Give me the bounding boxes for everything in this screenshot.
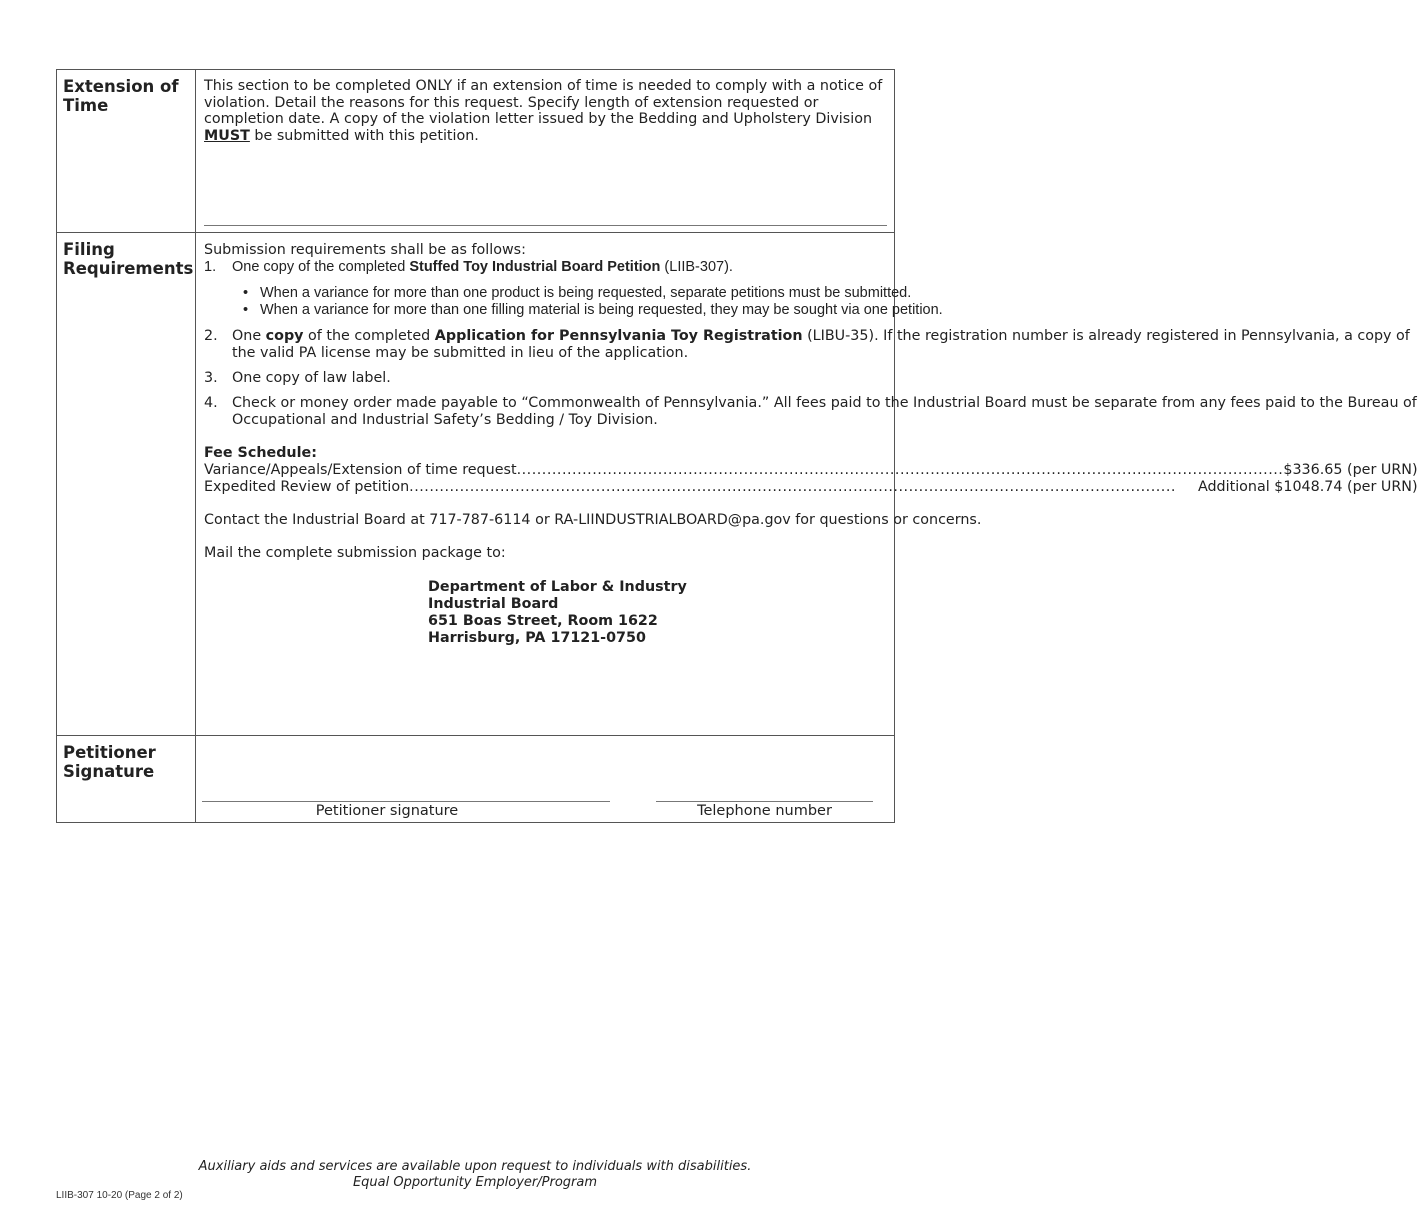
telephone-caption: Telephone number — [697, 803, 832, 819]
petitioner-signature-content — [196, 736, 894, 822]
contact-info: Contact the Industrial Board at 717-787-6114 or RA-LIINDUSTRIALBOARD@pa.gov for questions or concerns. — [204, 512, 982, 528]
signature-input-line[interactable] — [202, 801, 610, 802]
footer-line: Equal Opportunity Employer/Program — [352, 1175, 598, 1190]
bullet-item: • When a variance for more than one filling material is being requested, they may be sought via one petition. — [241, 302, 1418, 319]
mailing-address — [428, 579, 1418, 647]
requirement-item-2: 2. One copy of the completed Application for Pennsylvania Toy Registration (LIBU-35). If the registration number is already registered in Pennsylvania, a copy of the valid PA license may be submitted in lieu of the application. — [204, 328, 1410, 361]
form-id: LIIB-307 10-20 (Page 2 of 2) — [56, 1190, 183, 1201]
requirement-1-bullets — [241, 285, 1418, 319]
footer-line: Auxiliary aids and services are available upon request to individuals with disabilities. — [198, 1159, 752, 1174]
petitioner-signature-label: Petitioner Signature — [57, 736, 196, 822]
fee-line: Variance/Appeals/Extension of time request ..... $336.65 (per URN) — [204, 462, 1418, 479]
requirement-item-1: 1. One copy of the completed Stuffed Toy Industrial Board Petition (LIIB-307). — [204, 259, 733, 275]
filing-requirements-content — [196, 233, 1425, 735]
signature-caption: Petitioner signature — [315, 803, 459, 819]
requirement-item-3: 3. One copy of law label. — [204, 370, 391, 386]
petitioner-signature-row — [57, 736, 894, 822]
address-line: Harrisburg, PA 17121-0750 — [428, 630, 646, 646]
address-line: 651 Boas Street, Room 1622 — [428, 613, 658, 629]
mail-instruction: Mail the complete submission package to: — [204, 545, 506, 561]
filing-requirements-row — [57, 233, 1418, 736]
telephone-input-line[interactable] — [656, 801, 873, 802]
extension-instructions: This section to be completed ONLY if an extension of time is needed to comply with a notice of violation. Detail the reasons for this request. Specify length of extension requested or completion date. A copy of the violation letter issued by the Bedding and Upholstery Division MUST be submitted with this petition. — [204, 78, 883, 144]
extension-of-time-row — [57, 70, 894, 233]
address-line: Industrial Board — [428, 596, 559, 612]
petition-form-table — [56, 69, 1418, 823]
fee-line: Expedited Review of petition ..... Additional $1048.74 (per URN) — [204, 479, 1418, 496]
fee-schedule-title: Fee Schedule: — [204, 445, 317, 461]
extension-reason-input-line[interactable] — [204, 225, 887, 226]
bullet-item: • When a variance for more than one product is being requested, separate petitions must be submitted. — [241, 285, 1418, 302]
filing-intro: Submission requirements shall be as follows: — [204, 242, 526, 258]
must-emphasis: MUST — [204, 127, 250, 144]
requirement-item-4: 4. Check or money order made payable to “Commonwealth of Pennsylvania.” All fees paid to the Industrial Board must be separate from any fees paid to the Bureau of Occupational and Industrial Safety’s Bedding / Toy Division. — [204, 395, 1417, 428]
address-line: Department of Labor & Industry — [428, 579, 687, 595]
extension-of-time-label: Extension of Time — [57, 70, 196, 232]
filing-requirements-label: Filing Requirements — [57, 233, 196, 735]
extension-of-time-content — [196, 70, 894, 232]
footer-notice — [0, 1159, 950, 1191]
